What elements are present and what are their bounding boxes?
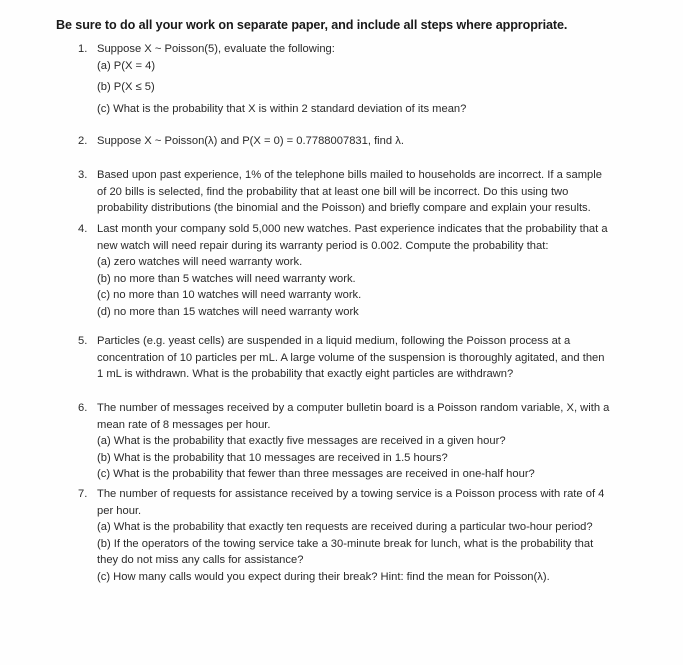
problem-text: Suppose X ~ Poisson(λ) and P(X = 0) = 0.7788007831, find λ. — [97, 135, 404, 147]
problem-text-line: probability distributions (the binomial and the Poisson) and briefly compare and explain your results. — [97, 202, 591, 215]
problem-text-line: Last month your company sold 5,000 new watches. Past experience indicates that the probability that a — [97, 223, 608, 235]
problem-number: 7. — [78, 488, 88, 500]
problem-4 — [78, 221, 638, 321]
sub-question-c: (c) How many calls would you expect during their break? Hint: find the mean for Poisson(λ). — [97, 570, 550, 583]
sub-question-a: (a) zero watches will need warranty work. — [97, 256, 303, 269]
sub-question-b: (b) P(X ≤ 5) — [97, 81, 155, 94]
sub-question-a: (a) What is the probability that exactly ten requests are received during a particular two-hour period? — [97, 521, 593, 534]
problem-text-line: Particles (e.g. yeast cells) are suspended in a liquid medium, following the Poisson process at a — [97, 335, 571, 347]
problem-number: 2. — [78, 135, 88, 147]
sub-question-d: (d) no more than 15 watches will need warranty work — [97, 305, 359, 318]
problem-text-line: 1 mL is withdrawn. What is the probability that exactly eight particles are withdrawn? — [97, 368, 514, 381]
problem-text-line: The number of requests for assistance received by a towing service is a Poisson process with rate of 4 — [97, 488, 605, 500]
problem-text-line: per hour. — [97, 504, 142, 517]
problem-3 — [78, 167, 638, 217]
sub-question-b: (b) What is the probability that 10 messages are received in 1.5 hours? — [97, 451, 448, 464]
sub-question-a: (a) What is the probability that exactly five messages are received in a given hour? — [97, 435, 506, 448]
problem-text: Suppose X ~ Poisson(5), evaluate the following: — [97, 43, 335, 55]
problem-7 — [78, 486, 638, 586]
problem-text-line: of 20 bills is selected, find the probability that at least one bill will be incorrect. Do this using two — [97, 185, 569, 198]
problem-text-line: concentration of 10 particles per mL. A large volume of the suspension is thoroughly agitated, and then — [97, 351, 605, 364]
problem-text-line: The number of messages received by a computer bulletin board is a Poisson random variable, X, with a — [97, 402, 610, 414]
problem-number: 4. — [78, 223, 88, 235]
problem-1 — [78, 41, 638, 117]
sub-question-b: (b) If the operators of the towing service take a 30-minute break for lunch, what is the probability that — [97, 537, 594, 550]
instructions-heading: Be sure to do all your work on separate paper, and include all steps where appropriate. — [56, 18, 568, 32]
problem-number: 5. — [78, 335, 88, 347]
problem-2 — [78, 133, 638, 150]
problem-6 — [78, 400, 638, 483]
problem-text-line: mean rate of 8 messages per hour. — [97, 418, 271, 431]
problem-number: 3. — [78, 169, 88, 181]
problem-number: 6. — [78, 402, 88, 414]
sub-question-c: (c) What is the probability that fewer than three messages are received in one-half hour? — [97, 468, 535, 481]
problem-text-line: Based upon past experience, 1% of the telephone bills mailed to households are incorrect. If a sample — [97, 169, 602, 181]
problem-text-line: new watch will need repair during its warranty period is 0.002. Compute the probability that: — [97, 239, 549, 252]
sub-question-c: (c) no more than 10 watches will need warranty work. — [97, 289, 362, 302]
sub-question-c: (c) What is the probability that X is within 2 standard deviation of its mean? — [97, 102, 467, 115]
sub-question-b-cont: they do not miss any calls for assistance? — [97, 554, 304, 567]
problem-number: 1. — [78, 43, 88, 55]
problem-5 — [78, 333, 638, 383]
sub-question-b: (b) no more than 5 watches will need warranty work. — [97, 272, 356, 285]
sub-question-a: (a) P(X = 4) — [97, 59, 156, 72]
